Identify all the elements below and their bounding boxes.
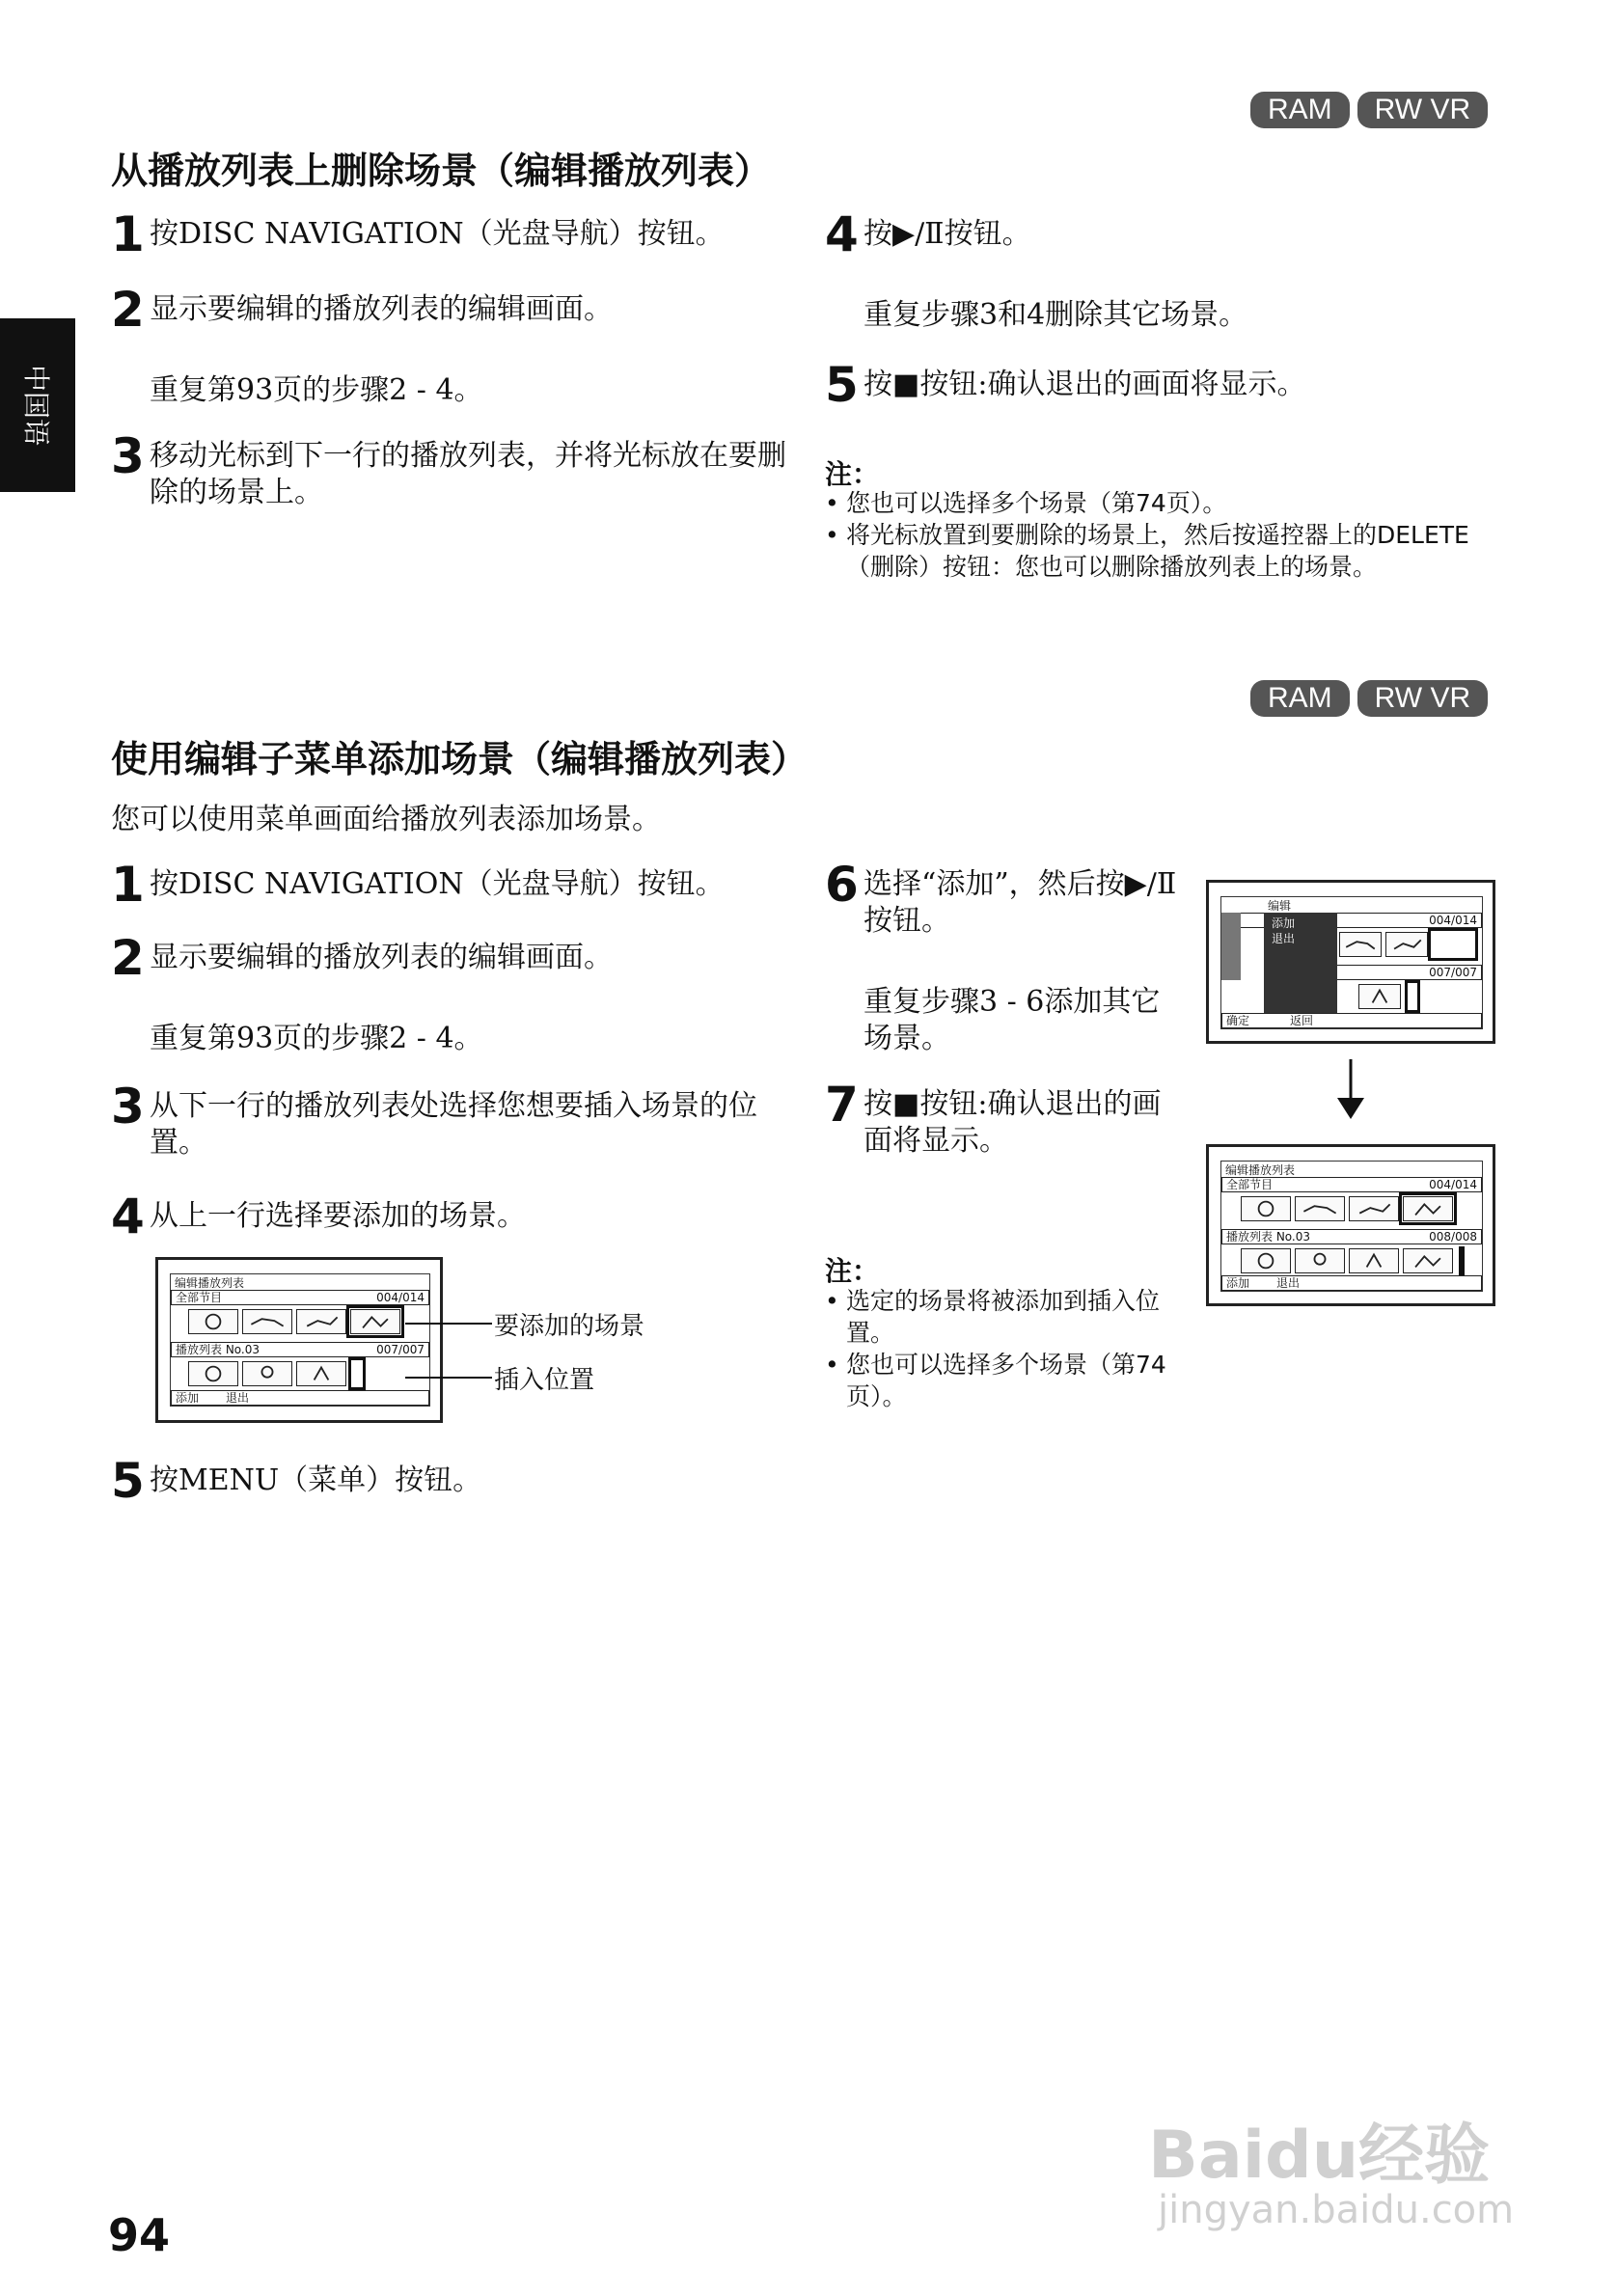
callout-scene-to-add: 要添加的场景 (494, 1312, 645, 1341)
note-item: • 选定的场景将被添加到插入位置。 (825, 1285, 1182, 1349)
section2-intro: 您可以使用菜单画面给播放列表添加场景。 (111, 803, 661, 836)
screen-title: 编辑 (1268, 899, 1292, 913)
thumbnail (1403, 1248, 1453, 1273)
callout-lines (405, 1293, 502, 1380)
note-item: • 将光标放置到要删除的场景上，然后按遥控器上的DELETE（删除）按钮：您也可以删除播放列表上的场景。 (825, 519, 1500, 583)
format-badges (1250, 92, 1488, 128)
footer-back: 返回 (1290, 1014, 1314, 1027)
ram-badge: RAM (1250, 680, 1350, 717)
menu-icon-column (1221, 913, 1241, 980)
thumbnail (188, 1361, 238, 1386)
screen-title: 编辑播放列表 (1225, 1163, 1296, 1177)
step-text: 按DISC NAVIGATION（光盘导航）按钮。 (150, 217, 725, 251)
thumbnail (188, 1309, 238, 1334)
s1-step-2 (111, 282, 786, 338)
step-number: 3 (111, 1079, 145, 1134)
menu-add: 添加 (1272, 916, 1296, 930)
s2-step-7 (825, 1077, 1182, 1160)
row1-label: 全部节目 (1226, 1178, 1274, 1191)
step-text: 显示要编辑的播放列表的编辑画面。 (150, 941, 613, 974)
thumbnail (242, 1361, 292, 1386)
section2-title: 使用编辑子菜单添加场景（编辑播放列表） (111, 738, 808, 780)
s1-step-4 (825, 206, 1500, 262)
screen-title: 编辑播放列表 (175, 1276, 245, 1290)
step-number: 6 (825, 857, 859, 913)
row1-count: 004/014 (376, 1291, 425, 1304)
step-number: 4 (111, 1189, 145, 1244)
section1-title: 从播放列表上删除场景（编辑播放列表） (111, 150, 772, 192)
row2-count: 008/008 (1429, 1230, 1477, 1244)
thumbnail (296, 1361, 346, 1386)
s2-step-6 (825, 857, 1182, 940)
step-text: 选择“添加”，然后按▶/Ⅱ按钮。 (863, 867, 1177, 938)
row1-bar (171, 1290, 429, 1305)
row2-count: 007/007 (376, 1343, 425, 1356)
thumbnail (1349, 1196, 1399, 1221)
row1-count: 004/014 (1429, 1178, 1477, 1191)
step-number: 2 (111, 282, 145, 338)
format-badges-2 (1250, 680, 1488, 717)
step-text: 从下一行的播放列表处选择您想要插入场景的位置。 (150, 1089, 757, 1160)
row2-bar (171, 1342, 429, 1357)
cursor-highlight (346, 1305, 404, 1338)
s2-step-5 (111, 1453, 786, 1509)
edit-submenu (1264, 913, 1337, 1013)
footer-exit: 退出 (1276, 1276, 1301, 1290)
s2-step-3 (111, 1079, 786, 1162)
s2-note-title: 注： (825, 1255, 880, 1287)
footer-bar (171, 1390, 429, 1406)
step-number: 1 (111, 206, 145, 262)
thumbnail (1241, 1248, 1291, 1273)
s2-step-6-sub: 重复步骤3 - 6添加其它场景。 (863, 985, 1161, 1055)
rw-vr-badge: RW VR (1357, 92, 1488, 128)
insert-position-marker (348, 1357, 366, 1390)
note-item: • 您也可以选择多个场景（第74页）。 (825, 487, 1500, 519)
step-number: 4 (825, 206, 859, 262)
cursor-highlight (1399, 1192, 1457, 1225)
cursor-highlight (1428, 928, 1478, 961)
row2-label: 播放列表 No.03 (1226, 1230, 1311, 1244)
thumbnail (242, 1309, 292, 1334)
step-number: 5 (111, 1453, 145, 1509)
rw-vr-badge: RW VR (1357, 680, 1488, 717)
row1-label: 全部节目 (176, 1291, 223, 1304)
row1-bar (1221, 913, 1482, 928)
step-number: 3 (111, 428, 145, 484)
screen-frame (1220, 896, 1483, 1029)
row1-bar (1221, 1177, 1482, 1192)
page-number: 94 (108, 2209, 171, 2261)
thumbnail (296, 1309, 346, 1334)
s1-notes (825, 487, 1500, 583)
s1-step-4-sub: 重复步骤3和4删除其它场景。 (863, 298, 1248, 332)
thumbnail (1339, 932, 1382, 957)
watermark-brand: Baidu经验 (1148, 2118, 1491, 2194)
thumbnail (1241, 1196, 1291, 1221)
thumbnail (1349, 1248, 1399, 1273)
step-text: 从上一行选择要添加的场景。 (150, 1199, 526, 1233)
s1-note-title: 注： (825, 458, 880, 490)
ram-badge: RAM (1250, 92, 1350, 128)
step-number: 2 (111, 930, 145, 986)
step-text: 按DISC NAVIGATION（光盘导航）按钮。 (150, 867, 725, 901)
thumbnail (1358, 984, 1401, 1009)
step-text: 按■按钮:确认退出的画面将显示。 (863, 368, 1306, 401)
insert-position-marker (1405, 980, 1420, 1013)
language-tab (0, 318, 75, 492)
step-text: 移动光标到下一行的播放列表，并将光标放在要删除的场景上。 (150, 439, 786, 509)
step-text: 按▶/Ⅱ按钮。 (863, 217, 1031, 251)
footer-exit: 退出 (226, 1391, 250, 1405)
watermark-url: jingyan.baidu.com (1158, 2188, 1515, 2232)
step-text: 按MENU（菜单）按钮。 (150, 1463, 482, 1497)
footer-add: 添加 (1226, 1276, 1250, 1290)
s2-step-1 (111, 857, 786, 913)
step-number: 7 (825, 1077, 859, 1133)
screen-edit-playlist-result (1206, 1144, 1495, 1306)
s1-step-3 (111, 428, 786, 511)
callout-insert-position: 插入位置 (494, 1366, 595, 1395)
s2-step-2 (111, 930, 786, 986)
s2-step-2-sub: 重复第93页的步骤2 - 4。 (150, 1022, 483, 1055)
screen-frame (1220, 1161, 1483, 1292)
thumbnail (1295, 1248, 1345, 1273)
language-tab-label: 中国语 (20, 364, 53, 447)
step-text: 显示要编辑的播放列表的编辑画面。 (150, 292, 613, 326)
thumbnail (1385, 932, 1428, 957)
s2-notes (825, 1285, 1182, 1412)
row2-bar (1221, 1229, 1482, 1244)
row2-count: 007/007 (1429, 966, 1477, 979)
down-arrow-icon (1331, 1059, 1370, 1121)
screen-frame (170, 1273, 430, 1407)
s2-step-4 (111, 1189, 786, 1244)
screen-edit-menu (1206, 880, 1495, 1044)
screen-edit-playlist (155, 1257, 443, 1423)
step-number: 5 (825, 357, 859, 413)
thumbnail (1295, 1196, 1345, 1221)
s1-step-5 (825, 357, 1500, 413)
s1-step-2-sub: 重复第93页的步骤2 - 4。 (150, 373, 483, 407)
menu-exit: 退出 (1272, 932, 1296, 945)
insert-position-marker (1459, 1246, 1465, 1275)
s1-step-1 (111, 206, 786, 262)
footer-add: 添加 (176, 1391, 200, 1405)
step-text: 按■按钮:确认退出的画面将显示。 (863, 1087, 1162, 1158)
note-item: • 您也可以选择多个场景（第74页）。 (825, 1349, 1182, 1412)
footer-bar (1221, 1013, 1482, 1028)
row1-count: 004/014 (1429, 914, 1477, 927)
footer-bar (1221, 1275, 1482, 1291)
row2-label: 播放列表 No.03 (176, 1343, 260, 1356)
footer-ok: 确定 (1226, 1014, 1250, 1027)
step-number: 1 (111, 857, 145, 913)
